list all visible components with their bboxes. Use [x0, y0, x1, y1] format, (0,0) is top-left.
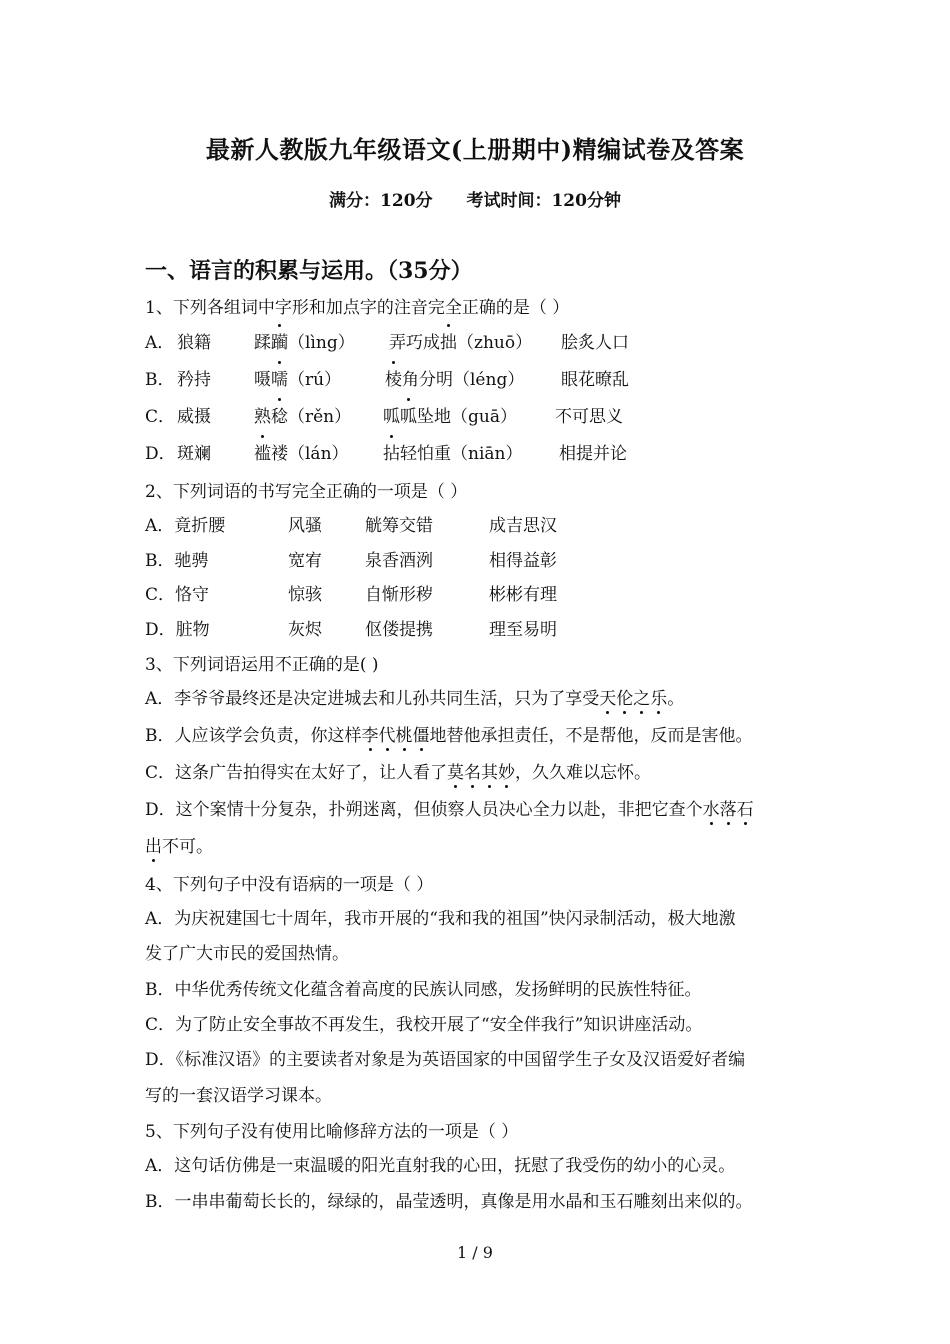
page-number: 1 / 9	[457, 1243, 493, 1262]
q3-option-d-line2: 出不可。	[145, 832, 213, 857]
q1-option-b: B． 矜持 嗫嚅（rú） 棱角分明（léng） 眼花暸乱	[145, 365, 665, 391]
section-heading: 一、语言的积累与运用。（35分）	[145, 258, 473, 284]
exam-title: 最新人教版九年级语文(上册期中)精编试卷及答案	[205, 135, 745, 164]
q2-option-b: B．驰骋 宽宥 泉香酒洌 相得益彰	[145, 551, 557, 571]
q3-option-a: A．李爷爷最终还是决定进城去和儿孙共同生活，只为了享受天伦之乐。	[145, 684, 684, 709]
q4-stem: 4、下列句子中没有语病的一项是（ ）	[145, 875, 434, 895]
q2-option-a: A．竟折腰 风骚 觥筹交错 成吉思汉	[145, 516, 557, 536]
q5-option-b: B．一串串葡萄长长的，绿绿的，晶莹透明，真像是用水晶和玉石雕刻出来似的。	[145, 1192, 753, 1212]
full-score: 满分：120分	[329, 191, 433, 211]
q3-option-b: B．人应该学会负责，你这样李代桃僵地替他承担责任，不是帮他，反而是害他。	[145, 721, 753, 746]
q5-stem: 5、下列句子没有使用比喻修辞方法的一项是（ ）	[145, 1122, 519, 1142]
q3-option-d-line1: D．这个案情十分复杂，扑朔迷离，但侦察人员决心全力以赴，非把它查个水落石	[145, 795, 754, 820]
q5-option-a: A．这句话仿佛是一束温暖的阳光直射我的心田，抚慰了我受伤的幼小的心灵。	[145, 1156, 736, 1176]
q3-option-c: C．这条广告拍得实在太好了，让人看了莫名其妙，久久难以忘怀。	[145, 758, 651, 783]
q1-option-d: D． 斑斓 褴褛（lán） 拈轻怕重（niān） 相提并论	[145, 439, 665, 465]
q3-stem: 3、下列词语运用不正确的是( )	[145, 655, 379, 675]
q1-stem: 1、下列各组词中字形和加点字的注音完全正确的是（ ）	[145, 298, 570, 318]
q2-stem: 2、下列词语的书写完全正确的一项是（ ）	[145, 482, 468, 502]
q1-option-a: A． 狼籍 蹂躏（lìng） 弄巧成拙（zhuō） 脍炙人口	[145, 328, 665, 354]
q2-option-c: C．恪守 惊骇 自惭形秽 彬彬有理	[145, 585, 557, 605]
q4-option-a-line2: 发了广大市民的爱国热情。	[145, 944, 349, 964]
q4-option-d-line2: 写的一套汉语学习课本。	[145, 1086, 332, 1106]
q4-option-c: C．为了防止安全事故不再发生，我校开展了“安全伴我行”知识讲座活动。	[145, 1015, 703, 1035]
exam-subtitle	[0, 186, 950, 211]
exam-time: 考试时间：120分钟	[466, 191, 621, 211]
q4-option-d-line1: D．《标准汉语》的主要读者对象是为英语国家的中国留学生子女及汉语爱好者编	[145, 1050, 746, 1070]
q2-option-d: D．脏物 灰烬 伛偻提携 理至易明	[145, 620, 557, 640]
q4-option-a-line1: A．为庆祝建国七十周年，我市开展的“我和我的祖国”快闪录制活动，极大地激	[145, 909, 736, 929]
q4-option-b: B．中华优秀传统文化蕴含着高度的民族认同感，发扬鲜明的民族性特征。	[145, 980, 702, 1000]
q1-option-c: C． 威摄 熟稔（rěn） 呱呱坠地（guā） 不可思义	[145, 402, 665, 428]
